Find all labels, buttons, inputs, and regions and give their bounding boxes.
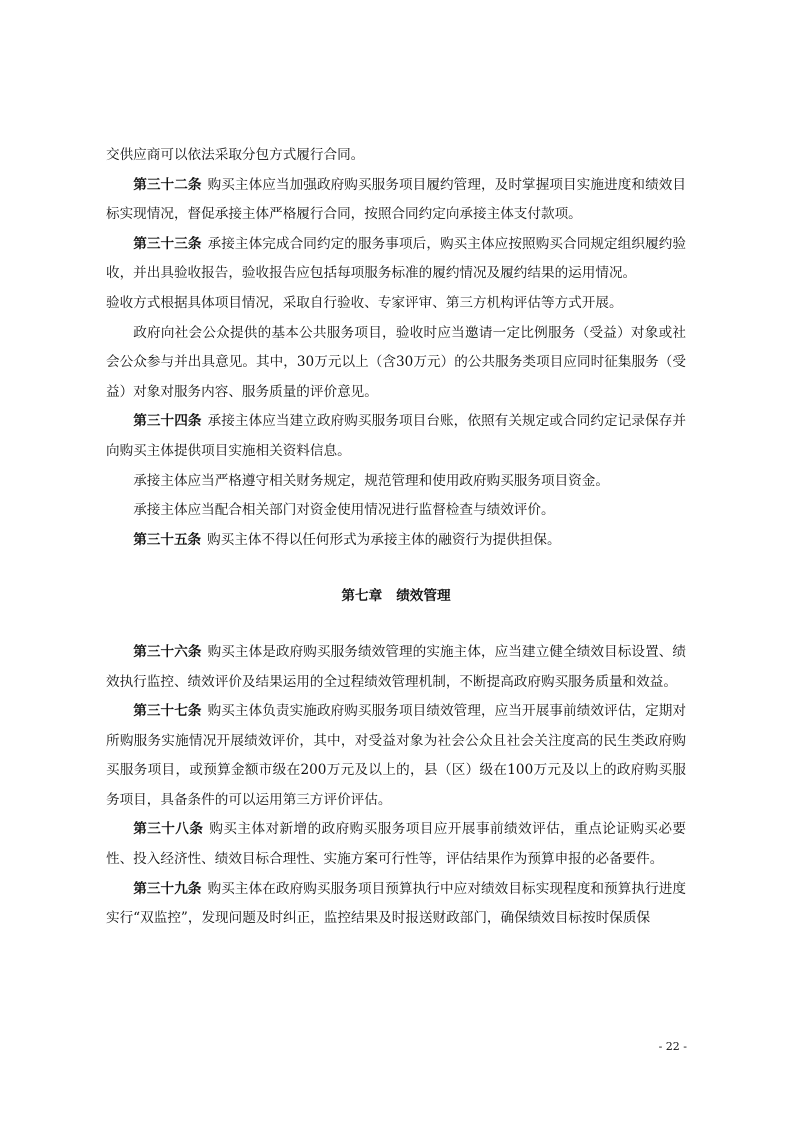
article-number: 第三十五条 [133,531,202,548]
paragraph-text: 承接主体应当严格遵守相关财务规定，规范管理和使用政府购买服务项目资金。 [133,472,609,489]
article-number: 第三十八条 [133,821,204,838]
paragraph [106,319,686,408]
article-number: 第三十三条 [133,235,202,252]
paragraph-text: 购买主体是政府购买服务绩效管理的实施主体，应当建立健全绩效目标设置、绩效执行监控、绩效评价及结果运用的全过程绩效管理机制，不断提高政府购买服务质量和效益。 [106,643,687,690]
article-paragraph [106,526,686,556]
page-number: - 22 - [658,1040,687,1053]
article-number: 第三十六条 [133,643,202,660]
paragraph-text: 验收方式根据具体项目情况，采取自行验收、专家评审、第三方机构评估等方式开展。 [106,294,623,311]
paragraph [106,496,686,526]
paragraph-text: 购买主体负责实施政府购买服务项目绩效管理，应当开展事前绩效评估，定期对所购服务实施情况开展绩效评价，其中，对受益对象为社会公众且社会关注度高的民生类政府购买服务项目，或预算金额市级在200万元及以上的，县（区）级在100万元及以上的政府购买服务项目，具备条件的可以运用第三方评价评估。 [106,703,687,808]
paragraph-text: 承接主体应当配合相关部门对资金使用情况进行监督检查与绩效评价。 [133,502,555,519]
paragraph-text: 购买主体在政府购买服务项目预算执行中应对绩效目标实现程度和预算执行进度实行“双监控”，发现问题及时纠正，监控结果及时报送财政部门，确保绩效目标按时保质保 [106,880,687,927]
article-paragraph [106,407,686,466]
article-paragraph [106,230,686,289]
article-paragraph [106,697,686,815]
article-number: 第三十二条 [133,176,202,193]
paragraph [106,141,686,171]
chapter-title: 绩效管理 [396,588,451,605]
paragraph-text: 承接主体完成合同约定的服务事项后，购买主体应按照购买合同规定组织履约验收，并出具验收报告，验收报告应包括每项服务标准的履约情况及履约结果的运用情况。 [106,235,687,282]
document-body [106,141,686,934]
article-number: 第三十七条 [133,703,202,720]
chapter-number: 第七章 [341,588,383,605]
article-number: 第三十四条 [133,413,202,430]
paragraph [106,289,686,319]
paragraph-text: 交供应商可以依法采取分包方式履行合同。 [106,147,365,163]
paragraph-text: 购买主体应当加强政府购买服务项目履约管理，及时掌握项目实施进度和绩效目标实现情况，督促承接主体严格履行合同，按照合同约定向承接主体支付款项。 [106,176,687,223]
paragraph-text: 政府向社会公众提供的基本公共服务项目，验收时应当邀请一定比例服务（受益）对象或社会公众参与并出具意见。其中，30万元以上（含30万元）的公共服务类项目应同时征集服务（受益）对象对服务内容、服务质量的评价意见。 [106,324,686,400]
paragraph [106,467,686,497]
chapter-heading [106,582,686,612]
paragraph-text: 承接主体应当建立政府购买服务项目台账，依照有关规定或合同约定记录保存并向购买主体提供项目实施相关资料信息。 [106,413,687,459]
article-paragraph [106,171,686,230]
paragraph-text: 购买主体对新增的政府购买服务项目应开展事前绩效评估，重点论证购买必要性、投入经济性、绩效目标合理性、实施方案可行性等，评估结果作为预算申报的必备要件。 [106,821,687,868]
article-number: 第三十九条 [133,880,202,897]
article-paragraph [106,638,686,697]
article-paragraph [106,875,686,934]
paragraph-text: 购买主体不得以任何形式为承接主体的融资行为提供担保。 [207,531,561,548]
article-paragraph [106,815,686,874]
